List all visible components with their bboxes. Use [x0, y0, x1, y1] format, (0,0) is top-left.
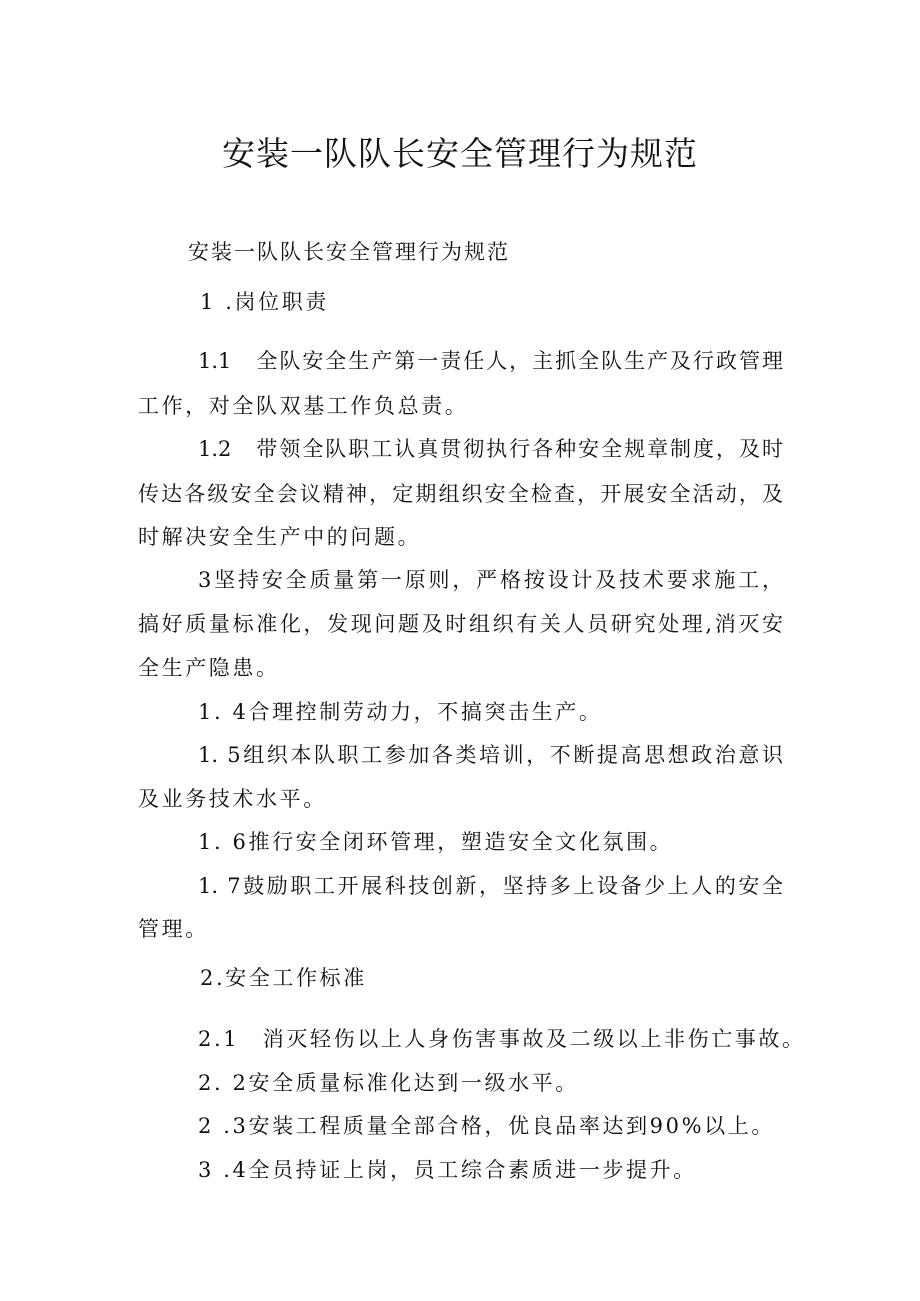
section-heading-2: 2.安全工作标准 [200, 966, 367, 990]
paragraph-line: 1. 7鼓励职工开展科技创新，坚持多上设备少上人的安全 [198, 874, 783, 898]
paragraph-line: 1. 5组织本队职工参加各类培训，不断提高思想政治意识 [198, 743, 783, 767]
paragraph-line: 2. 2安全质量标准化达到一级水平。 [198, 1071, 579, 1095]
paragraph-line: 2.1 消灭轻伤以上人身伤害事故及二级以上非伤亡事故。 [198, 1027, 806, 1051]
paragraph-line: 全生产隐患。 [138, 656, 280, 680]
paragraph-line: 时解决安全生产中的问题。 [138, 525, 422, 549]
paragraph-line: 管理。 [138, 917, 209, 941]
paragraph-line: 1.2 带领全队职工认真贯彻执行各种安全规章制度，及时 [198, 437, 783, 461]
paragraph-line: 3坚持安全质量第一原则，严格按设计及技术要求施工， [198, 568, 783, 592]
paragraph-line: 1. 4合理控制劳动力，不搞突击生产。 [198, 700, 603, 724]
paragraph-line: 3 .4全员持证上岗，员工综合素质进一步提升。 [198, 1158, 697, 1182]
section-heading-1: 1 .岗位职责 [200, 290, 329, 314]
paragraph-line: 2 .3安装工程质量全部合格，优良品率达到90%以上。 [198, 1114, 775, 1138]
paragraph-line: 传达各级安全会议精神，定期组织安全检查，开展安全活动，及 [138, 482, 783, 506]
paragraph-line: 1.1 全队安全生产第一责任人，主抓全队生产及行政管理 [198, 349, 783, 373]
paragraph-line: 搞好质量标准化，发现问题及时组织有关人员研究处理,消灭安 [138, 612, 783, 636]
document-subtitle: 安装一队队长安全管理行为规范 [188, 240, 510, 264]
document-title: 安装一队队长安全管理行为规范 [222, 134, 698, 173]
paragraph-line: 及业务技术水平。 [138, 787, 327, 811]
paragraph-line: 工作，对全队双基工作负总责。 [138, 394, 469, 418]
paragraph-line: 1. 6推行安全闭环管理，塑造安全文化氛围。 [198, 830, 674, 854]
